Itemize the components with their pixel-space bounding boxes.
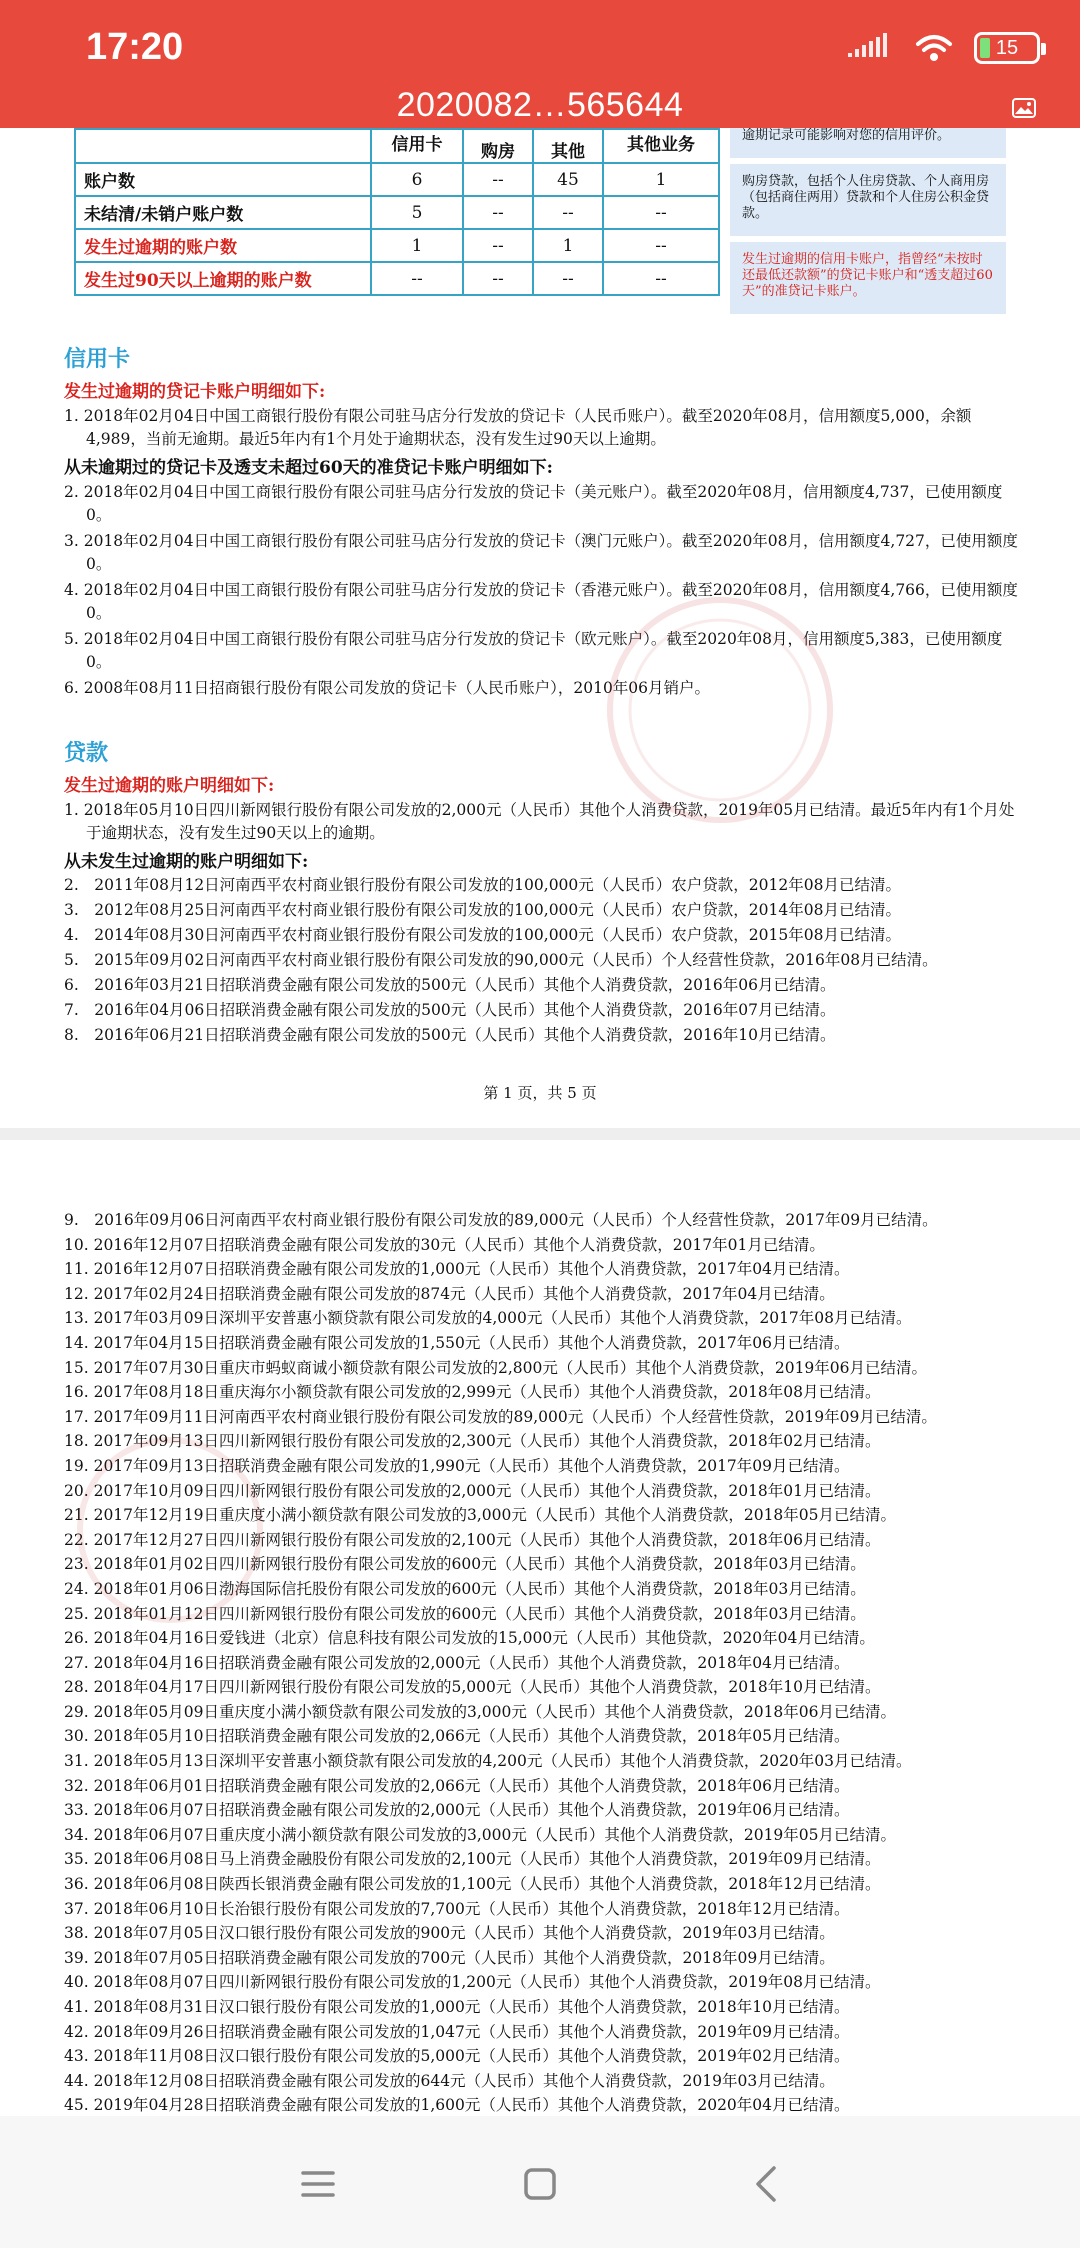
- report-page-2: [64, 1208, 1024, 2118]
- list-item: 24. 2018年01月06日渤海国际信托股份有限公司发放的600元（人民币）其他个人消费贷款，2018年03月已结清。: [64, 1579, 866, 1598]
- list-item: 5. 2018年02月04日中国工商银行股份有限公司驻马店分行发放的贷记卡（欧元账户）。截至2020年08月，信用额度5,383，已使用额度0。: [64, 630, 1003, 671]
- menu-button[interactable]: [288, 2156, 348, 2212]
- list-item: 28. 2018年04月17日四川新网银行股份有限公司发放的5,000元（人民币）其他个人消费贷款，2018年10月已结清。: [64, 1678, 881, 1697]
- note-overdue-card: 发生过逾期的信用卡账户，指曾经“未按时还最低还款额”的贷记卡账户和“透支超过60天”的准贷记卡账户。: [730, 242, 1006, 314]
- clock: 17:20: [86, 26, 184, 68]
- system-nav-bar: [0, 2116, 1080, 2248]
- list-item: 33. 2018年06月07日招联消费金融有限公司发放的2,000元（人民币）其他个人消费贷款，2019年06月已结清。: [64, 1801, 850, 1820]
- table-row: 账户数 6 -- 45 1: [75, 163, 719, 196]
- list-item: 38. 2018年07月05日汉口银行股份有限公司发放的900元（人民币）其他个人消费贷款，2019年03月已结清。: [64, 1924, 835, 1943]
- col-other-business: 其他业务: [603, 129, 719, 163]
- summary-notes: [730, 128, 1006, 320]
- document-title: 2020082…565644: [396, 86, 684, 124]
- list-item: 37. 2018年06月10日长治银行股份有限公司发放的7,700元（人民币）其他个人消费贷款，2018年12月已结清。: [64, 1899, 850, 1918]
- list-item: 17. 2017年09月11日河南西平农村商业银行股份有限公司发放的89,000元（人民币）个人经营性贷款，2019年09月已结清。: [64, 1407, 937, 1426]
- list-item: 27. 2018年04月16日招联消费金融有限公司发放的2,000元（人民币）其他个人消费贷款，2018年04月已结清。: [64, 1653, 850, 1672]
- list-item: 21. 2017年12月19日重庆度小满小额贷款有限公司发放的3,000元（人民币）其他个人消费贷款，2018年05月已结清。: [64, 1506, 897, 1525]
- list-item: 15. 2017年07月30日重庆市蚂蚁商诚小额贷款有限公司发放的2,800元（人民币）其他个人消费贷款，2019年06月已结清。: [64, 1358, 928, 1377]
- list-item: 8. 2016年06月21日招联消费金融有限公司发放的500元（人民币）其他个人消费贷款，2016年10月已结清。: [64, 1026, 836, 1044]
- table-row: 发生过90天以上逾期的账户数 -- -- -- --: [75, 262, 719, 295]
- menu-icon: [300, 2169, 336, 2199]
- list-item: 25. 2018年01月12日四川新网银行股份有限公司发放的600元（人民币）其他个人消费贷款，2018年03月已结清。: [64, 1604, 866, 1623]
- overdue-heading: 发生过逾期的贷记卡账户明细如下:: [64, 382, 326, 402]
- list-item: 40. 2018年08月07日四川新网银行股份有限公司发放的1,200元（人民币）其他个人消费贷款，2019年08月已结清。: [64, 1973, 881, 1992]
- table-row: 发生过逾期的账户数 1 -- 1 --: [75, 229, 719, 262]
- list-item: 29. 2018年05月09日重庆度小满小额贷款有限公司发放的3,000元（人民币）其他个人消费贷款，2018年06月已结清。: [64, 1702, 897, 1721]
- list-item: 5. 2015年09月02日河南西平农村商业银行股份有限公司发放的90,000元（人民币）个人经营性贷款，2016年08月已结清。: [64, 951, 938, 969]
- list-item: 26. 2018年04月16日爱钱进（北京）信息科技有限公司发放的15,000元（人民币）其他贷款，2020年04月已结清。: [64, 1629, 875, 1648]
- list-item: 20. 2017年10月09日四川新网银行股份有限公司发放的2,000元（人民币）其他个人消费贷款，2018年01月已结清。: [64, 1481, 881, 1500]
- home-square-icon: [523, 2167, 557, 2201]
- normal-heading: 从未发生过逾期的账户明细如下:: [64, 852, 309, 872]
- section-title: 信用卡: [64, 346, 131, 371]
- list-item: 3. 2018年02月04日中国工商银行股份有限公司驻马店分行发放的贷记卡（澳门元账户）。截至2020年08月，信用额度4,727，已使用额度0。: [64, 532, 1018, 573]
- col-housing: 购房: [463, 129, 533, 163]
- credit-card-section: [64, 342, 1024, 700]
- list-item: 4. 2014年08月30日河南西平农村商业银行股份有限公司发放的100,000元（人民币）农户贷款，2015年08月已结清。: [64, 926, 901, 944]
- list-item: 1. 2018年05月10日四川新网银行股份有限公司发放的2,000元（人民币）其他个人消费贷款，2019年05月已结清。最近5年内有1个月处于逾期状态，没有发生过90天以上的逾期。: [64, 801, 1015, 842]
- list-item: 6. 2008年08月11日招商银行股份有限公司发放的贷记卡（人民币账户），2010年06月销户。: [64, 679, 711, 697]
- list-item: 23. 2018年01月02日四川新网银行股份有限公司发放的600元（人民币）其他个人消费贷款，2018年03月已结清。: [64, 1555, 866, 1574]
- list-item: 35. 2018年06月08日马上消费金融股份有限公司发放的2,100元（人民币）其他个人消费贷款，2019年09月已结清。: [64, 1850, 881, 1869]
- normal-heading: 从未逾期过的贷记卡及透支未超过60天的准贷记卡账户明细如下:: [64, 458, 553, 478]
- note-housing: 购房贷款，包括个人住房贷款、个人商用房（包括商住两用）贷款和个人住房公积金贷款。: [730, 164, 1006, 236]
- list-item: 2. 2011年08月12日河南西平农村商业银行股份有限公司发放的100,000元（人民币）农户贷款，2012年08月已结清。: [64, 876, 901, 894]
- list-item: 22. 2017年12月27日四川新网银行股份有限公司发放的2,100元（人民币）其他个人消费贷款，2018年06月已结清。: [64, 1530, 881, 1549]
- list-item: 36. 2018年06月08日陕西长银消费金融有限公司发放的1,100元（人民币）其他个人消费贷款，2018年12月已结清。: [64, 1875, 881, 1894]
- summary-table: [74, 128, 720, 296]
- list-item: 34. 2018年06月07日重庆度小满小额贷款有限公司发放的3,000元（人民币）其他个人消费贷款，2019年05月已结清。: [64, 1825, 897, 1844]
- home-button[interactable]: [510, 2156, 570, 2212]
- wifi-icon: [914, 33, 954, 63]
- list-item: 6. 2016年03月21日招联消费金融有限公司发放的500元（人民币）其他个人消费贷款，2016年06月已结清。: [64, 976, 836, 994]
- list-item: 9. 2016年09月06日河南西平农村商业银行股份有限公司发放的89,000元（人民币）个人经营性贷款，2017年09月已结清。: [64, 1211, 938, 1229]
- table-row: 未结清/未销户账户数 5 -- -- --: [75, 196, 719, 229]
- back-button[interactable]: [736, 2156, 796, 2212]
- col-credit-card: 信用卡: [371, 129, 463, 163]
- page-separator: [0, 1128, 1080, 1140]
- list-item: 1. 2018年02月04日中国工商银行股份有限公司驻马店分行发放的贷记卡（人民币账户）。截至2020年08月，信用额度5,000，余额4,989，当前无逾期。最近5年内有1个月处于逾期状态，没有发生过90天以上逾期。: [64, 407, 972, 448]
- list-item: 7. 2016年04月06日招联消费金融有限公司发放的500元（人民币）其他个人消费贷款，2016年07月已结清。: [64, 1001, 836, 1019]
- list-item: 18. 2017年09月13日四川新网银行股份有限公司发放的2,300元（人民币）其他个人消费贷款，2018年02月已结清。: [64, 1432, 881, 1451]
- list-item: 30. 2018年05月10日招联消费金融有限公司发放的2,066元（人民币）其他个人消费贷款，2018年05月已结清。: [64, 1727, 850, 1746]
- overdue-heading: 发生过逾期的账户明细如下:: [64, 776, 275, 796]
- note-overdue-impact: 逾期记录可能影响对您的信用评价。: [730, 128, 1006, 158]
- loans-section: [64, 736, 1024, 1047]
- image-icon[interactable]: [1012, 98, 1036, 118]
- list-item: 16. 2017年08月18日重庆海尔小额贷款有限公司发放的2,999元（人民币）其他个人消费贷款，2018年08月已结清。: [64, 1383, 881, 1402]
- list-item: 43. 2018年11月08日汉口银行股份有限公司发放的5,000元（人民币）其他个人消费贷款，2019年02月已结清。: [64, 2047, 850, 2066]
- list-item: 44. 2018年12月08日招联消费金融有限公司发放的644元（人民币）其他个人消费贷款，2019年03月已结清。: [64, 2071, 835, 2090]
- list-item: 2. 2018年02月04日中国工商银行股份有限公司驻马店分行发放的贷记卡（美元账户）。截至2020年08月，信用额度4,737，已使用额度0。: [64, 483, 1003, 524]
- page-number: 第 1 页，共 5 页: [483, 1084, 597, 1102]
- list-item: 19. 2017年09月13日招联消费金融有限公司发放的1,990元（人民币）其他个人消费贷款，2017年09月已结清。: [64, 1456, 850, 1475]
- app-header: [0, 0, 1080, 128]
- list-item: 45. 2019年04月28日招联消费金融有限公司发放的1,600元（人民币）其他个人消费贷款，2020年04月已结清。: [64, 2096, 850, 2115]
- list-item: 10. 2016年12月07日招联消费金融有限公司发放的30元（人民币）其他个人消费贷款，2017年01月已结清。: [64, 1235, 825, 1254]
- list-item: 14. 2017年04月15日招联消费金融有限公司发放的1,550元（人民币）其他个人消费贷款，2017年06月已结清。: [64, 1333, 850, 1352]
- list-item: 3. 2012年08月25日河南西平农村商业银行股份有限公司发放的100,000元（人民币）农户贷款，2014年08月已结清。: [64, 901, 901, 919]
- battery-icon: [974, 32, 1040, 64]
- list-item: 39. 2018年07月05日招联消费金融有限公司发放的700元（人民币）其他个人消费贷款，2018年09月已结清。: [64, 1948, 835, 1967]
- battery-level: 15: [995, 37, 1019, 59]
- list-item: 42. 2018年09月26日招联消费金融有限公司发放的1,047元（人民币）其他个人消费贷款，2019年09月已结清。: [64, 2022, 850, 2041]
- list-item: 41. 2018年08月31日汉口银行股份有限公司发放的1,000元（人民币）其他个人消费贷款，2018年10月已结清。: [64, 1998, 850, 2016]
- list-item: 4. 2018年02月04日中国工商银行股份有限公司驻马店分行发放的贷记卡（香港元账户）。截至2020年08月，信用额度4,766，已使用额度0。: [64, 581, 1018, 622]
- col-other: 其他: [533, 129, 603, 163]
- list-item: 13. 2017年03月09日深圳平安普惠小额贷款有限公司发放的4,000元（人民币）其他个人消费贷款，2017年08月已结清。: [64, 1309, 912, 1328]
- list-item: 31. 2018年05月13日深圳平安普惠小额贷款有限公司发放的4,200元（人民币）其他个人消费贷款，2020年03月已结清。: [64, 1752, 912, 1771]
- list-item: 32. 2018年06月01日招联消费金融有限公司发放的2,066元（人民币）其他个人消费贷款，2018年06月已结清。: [64, 1776, 850, 1795]
- section-title: 贷款: [64, 740, 109, 765]
- signal-icon: [848, 33, 894, 63]
- back-chevron-icon: [754, 2165, 778, 2203]
- list-item: 12. 2017年02月24日招联消费金融有限公司发放的874元（人民币）其他个人消费贷款，2017年04月已结清。: [64, 1284, 835, 1303]
- list-item: 11. 2016年12月07日招联消费金融有限公司发放的1,000元（人民币）其他个人消费贷款，2017年04月已结清。: [64, 1260, 850, 1279]
- status-icons: [848, 28, 1040, 68]
